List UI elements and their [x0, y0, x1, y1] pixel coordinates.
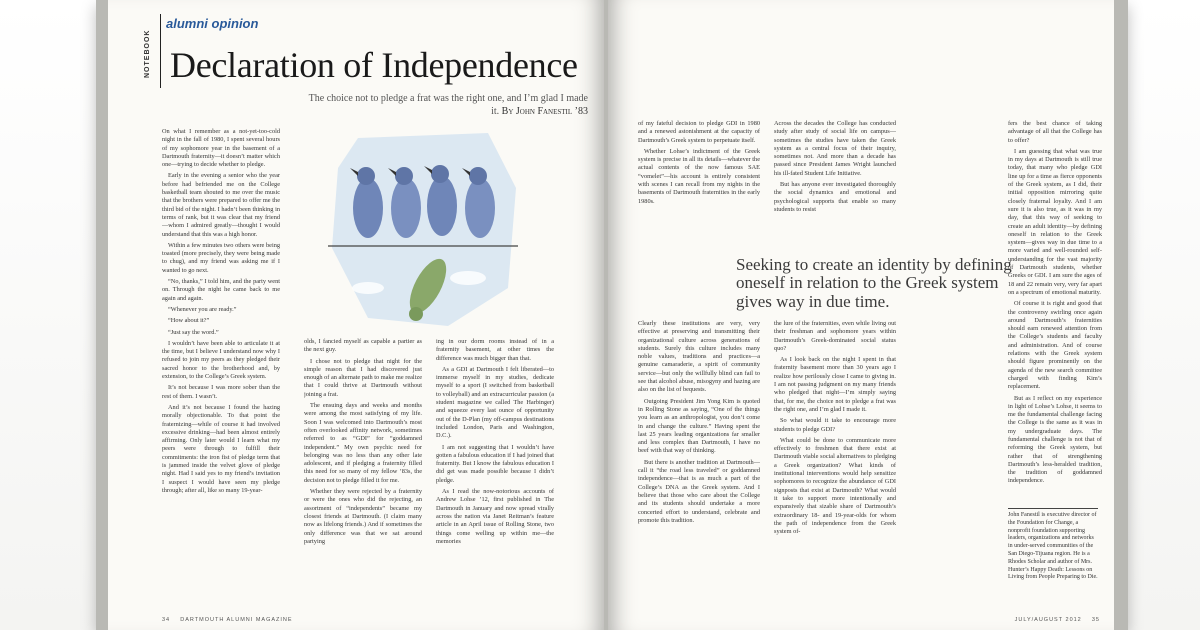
- paragraph: Whether Lohse’s indictment of the Greek system is precise in all its details—whatever the actual contents of the now famous SAE “vomelet”—his account is entirely consistent with scenes I can recall from my nights in the basements of Dartmouth fraternities in the early 1980s.: [638, 147, 760, 205]
- publication-name: DARTMOUTH ALUMNI MAGAZINE: [180, 617, 293, 623]
- paragraph: But has anyone ever investigated thoroughly the social dynamics and emotional and psychological supports that enable so many students to resist: [774, 181, 896, 213]
- paragraph: fers the best chance of taking advantage of all that the College has to offer?: [1008, 120, 1102, 144]
- paragraph: Early in the evening a senior who the year before had befriended me on the College basketball team shouted to me over the music that the brothers were prepared to offer me the third bid of the night. I hadn’t been thinking in terms of rank, but it was clear that my friend—whom I admired greatly—thought I would understand that this was a high honor.: [162, 172, 280, 238]
- left-page: [108, 0, 604, 630]
- paragraph: But as I reflect on my experience in light of Lohse’s Lohse, it seems to me the fundamental challenge facing the College is the same as it was in my undergraduate days. The fundamental challenge is not that of reforming the Greek system, but rather that of strengthening Dartmouth’s less-heralded tradition, the tradition of goddamned independence.: [1008, 394, 1102, 485]
- page-number: 34: [162, 617, 171, 623]
- article-deck: [308, 92, 588, 118]
- paragraph: I wouldn’t have been able to articulate it at the time, but I believe I understand now why I refused to join my peers as they pledged their sacred honor to the brotherhood and, by extension, to the College’s Greek system.: [162, 339, 280, 381]
- paragraph: Of course it is right and good that the controversy swirling once again around Dartmouth’s fraternities should earn renewed attention from the College’s students and faculty and administration. And of course relations with the Greek system should figure prominently on the agenda of the new search committee charged with finding Kim’s replacement.: [1008, 300, 1102, 391]
- paragraph: the lure of the fraternities, even while living out their freshman and sophomore years within Dartmouth’s Greek-dominated social status quo?: [774, 320, 896, 352]
- left-footer: [162, 617, 293, 623]
- article-title: Declaration of Independence: [170, 45, 578, 85]
- paragraph: What could be done to communicate more effectively to freshmen that there exist at Dartmouth viable social alternatives to pledging a Greek organization? What kinds of institutional interventions would help sensitize sophomores to recognize the abundance of GDI signposts that exist at Dartmouth? What would it take to support more intentionally and expansively that sizable share of Dartmouth’s extraordinary 18- and 19-year-olds for whom the path of independence from the Greek system of-: [774, 436, 896, 536]
- paragraph: “How about it?”: [168, 317, 210, 325]
- left-column-2: [304, 338, 422, 608]
- paragraph: As I read the now-notorious accounts of Andrew Lohse ’12, first published in The Dartmouth in January and now spread virally across the nation via Janet Reitman’s feature article in an April issue of Rolling Stone, two things come welling up within me—the memories: [436, 488, 554, 545]
- page-number: 35: [1091, 617, 1100, 623]
- deck-text: The choice not to pledge a frat was the right one, and I’m glad I made it.: [308, 93, 588, 117]
- right-column-2-top: [774, 120, 896, 250]
- paragraph: But there is another tradition at Dartmouth—call it “the road less traveled” or goddamned independence—that is as much a part of the College’s DNA as the Greek system. And I believe that those who care about the College and its students should undertake a more concerted effort to understand, celebrate and promote this tradition.: [638, 458, 760, 524]
- paragraph: Whether they were rejected by a fraternity or were the ones who did the rejecting, an assortment of “independents” became my closest friends at Dartmouth. (I claim many now as lifelong friends.) And if sometimes the only difference was that we sat around partying: [304, 488, 422, 545]
- right-column-3: [1008, 120, 1102, 502]
- paragraph: As I look back on the night I spent in that fraternity basement more than 30 years ago I realize how perilously close I came to giving in. I am not passing judgment on my many friends who pledged that night—I’m simply saying that, for me, the choice not to pledge a frat was the right one, and I’m glad I made it.: [774, 356, 896, 413]
- paragraph: Within a few minutes two others were being toasted (more precisely, they were being made to chug), and my friend was asking me if I wanted to go next.: [162, 241, 280, 274]
- left-column-3: [436, 338, 554, 608]
- left-column-1: [162, 128, 280, 608]
- paragraph: As a GDI at Dartmouth I felt liberated—to immerse myself in my studies, dedicate myself to a sport (I switched from basketball to volleyball) and an extracurricular passion (a student magazine we called The Harbinger) and squeeze every last ounce of opportunity out of the D-Plan (my off-campus destinations included London, Paris and Washington, D.C.).: [436, 365, 554, 440]
- paragraph: olds, I fancied myself as capable a partier as the next guy.: [304, 338, 422, 354]
- paragraph: “Just say the word.”: [168, 328, 219, 336]
- paragraph: Clearly these institutions are very, very effective at preserving and transmitting their organizational culture across generations of students. Surely this culture includes many noble values, traditions and practices—a genuine camaraderie, a spirit of community service—but only the willfully blind can fail to see that alcohol abuse, misogyny and hazing are also on the list of bequests.: [638, 320, 760, 394]
- issue-date: JULY/AUGUST 2012: [1014, 617, 1082, 623]
- right-column-1-bottom: [638, 320, 760, 610]
- right-page: [608, 0, 1114, 630]
- paragraph: of my fateful decision to pledge GDI in 1980 and a renewed astonishment at the capacity of Dartmouth’s Greek system to perpetuate itself.: [638, 120, 760, 144]
- birds-on-wire-illustration: [328, 128, 518, 328]
- header-divider: [160, 14, 161, 88]
- paragraph: And it’s not because I found the hazing morally objectionable. To that point the fraternizing—while of course it had involved excessive drinking—had been almost entirely affirming. Only later would I learn what my peers were through to fulfill their commitments: the iron fist of pledge term that is jammed inside the velvet glove of pledge night. Had I said yes to my friend’s invitation I suspect I would have seen my pledge through; after all, like so many 19-year-: [162, 403, 280, 494]
- right-column-1-top: [638, 120, 760, 250]
- paragraph: It’s not because I was more sober than the rest of them. I wasn’t.: [162, 384, 280, 400]
- paragraph: I am not suggesting that I wouldn’t have gotten a fabulous education if I had joined that fraternity. But I know the fabulous education I did get was made possible because I didn’t pledge.: [436, 443, 554, 484]
- paragraph: I chose not to pledge that night for the simple reason that I had discovered just enough of an alternate path to make me realize that I could thrive at Dartmouth without joining a frat.: [304, 357, 422, 398]
- paragraph: ing in our dorm rooms instead of in a fraternity basement, at other times the difference was much bigger than that.: [436, 338, 554, 362]
- paragraph: “No, thanks,” I told him, and the party went on. Through the night he came back to me again and again.: [162, 278, 280, 302]
- byline: By John Fanestil ’83: [501, 106, 588, 117]
- section-label: alumni opinion: [166, 16, 259, 31]
- author-bio: John Fanestil is executive director of the Foundation for Change, a nonprofit foundation supporting leaders, organizations and networks in under-served communities of the San Diego-Tijuana region. He is a Rhodes Scholar and author of Mrs. Hunter’s Happy Death: Lessons on Living from People Preparing to Die.: [1008, 508, 1098, 582]
- pull-quote: Seeking to create an identity by defining oneself in relation to the Greek system gives way in due time.: [736, 255, 1012, 311]
- paragraph: I am guessing that what was true in my days at Dartmouth is still true today, that many who pledge GDI line up for a time as fierce opponents of the Greek system, as I did, their initial opposition mirroring quite closely fraternal loyalty. And I am sure it is also true, as it was in my day, that this way of seeking to create an adult identity—by defining oneself in relation to the Greek system—gives way in due time to a more varied and well-rounded self-understanding for the vast majority of Dartmouth students, whether Greeks or GDI. I am sure the ages of 18 and 22 remain very, very far apart on a spectrum of emotional maturity.: [1008, 147, 1102, 296]
- notebook-label: NOTEBOOK: [144, 29, 151, 78]
- paragraph: Across the decades the College has conducted study after study of social life on campus—sometimes the studies have taken the Greek system as a central focus of their inquiry, sometimes not. And more than a decade has passed since President James Wright launched his ill-fated Student Life Initiative.: [774, 120, 896, 177]
- paragraph: On what I remember as a not-yet-too-cold night in the fall of 1980, I spent several hours of my sophomore year in the basement of a Dartmouth fraternity—it doesn’t matter which one—trying to decide whether to pledge.: [162, 128, 280, 169]
- right-footer: [1015, 617, 1100, 623]
- right-column-2-bottom: [774, 320, 896, 610]
- paragraph: Outgoing President Jim Yong Kim is quoted in Rolling Stone as saying, “One of the things you learn as an anthropologist, you don’t come in and change the culture.” Having spent the last 25 years leading organizations far smaller and less complex than Dartmouth, I have no beef with that way of thinking.: [638, 397, 760, 455]
- paragraph: The ensuing days and weeks and months were among the most satisfying of my life. Soon I was welcomed into Dartmouth’s most often overlooked affinity network, sometimes referred to as “GDI” for “goddamned independent.” My own psychic need for belonging was no less than any other late adolescent, and if pledging a fraternity filled this need for so many of my fellow ’83s, the decision not to pledge filled it for me.: [304, 402, 422, 484]
- paragraph: So what would it take to encourage more students to pledge GDI?: [774, 417, 896, 433]
- magazine-spread: [96, 0, 1128, 630]
- paragraph: “Whenever you are ready.”: [168, 305, 237, 313]
